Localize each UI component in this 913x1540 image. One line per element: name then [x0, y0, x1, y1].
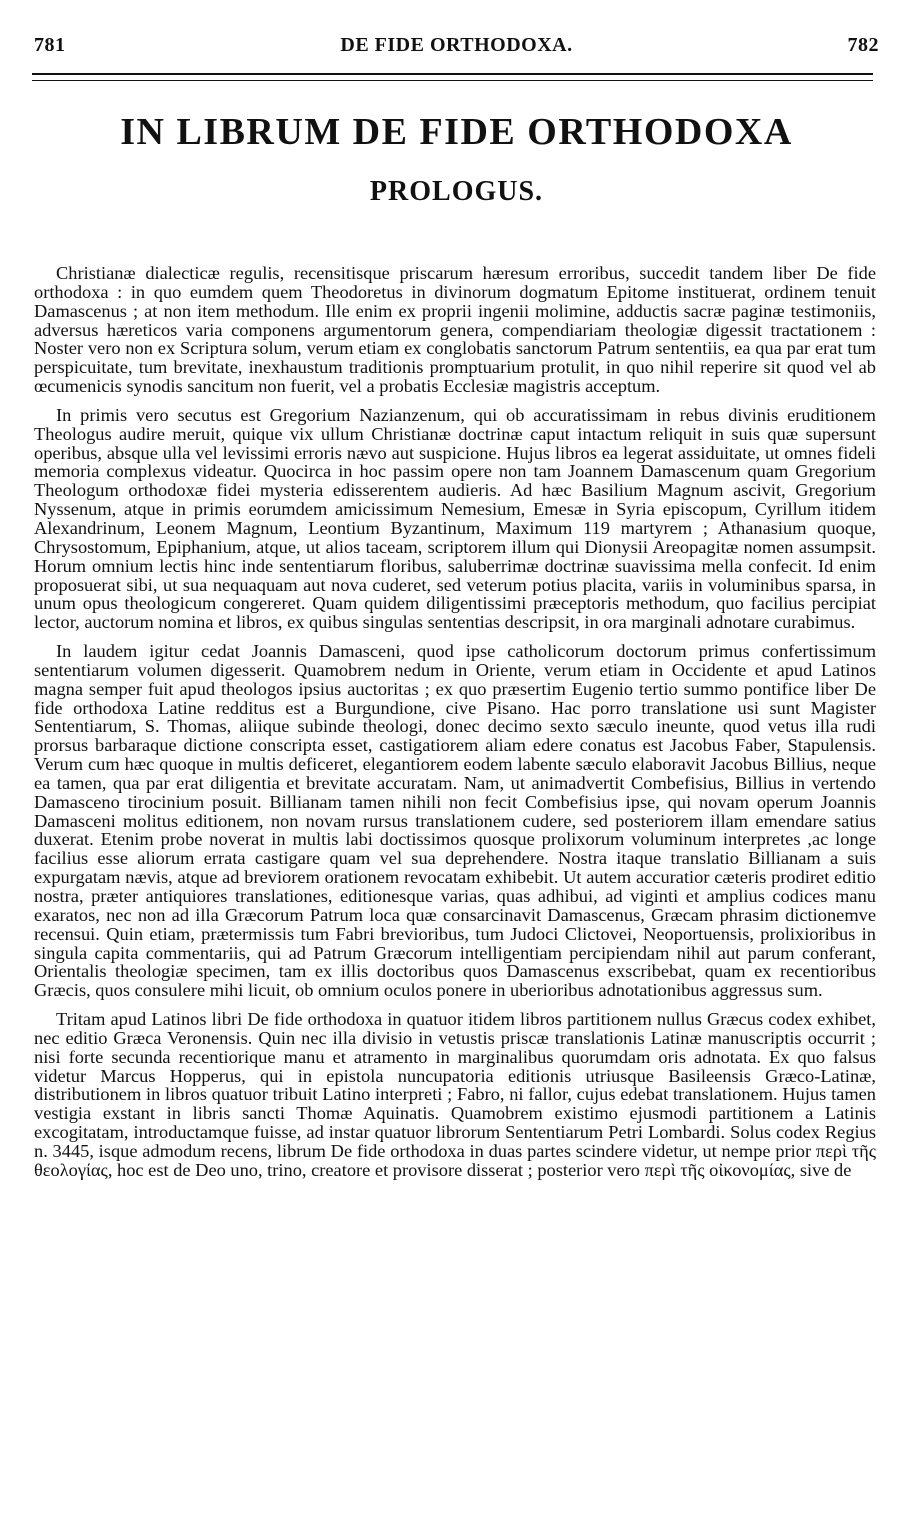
paragraph: Tritam apud Latinos libri De fide orthodoxa in quatuor itidem libros partitionem nullus Græcus codex exhibet, nec editio Græca Veronensis. Quin nec illa divisio in vetustis priscæ translationis Latinæ manuscriptis occurrit ; nisi forte secunda recentiorique manu et atramento in marginalibus quorumdam oris adnotata. Ex quo falsus videtur Marcus Hopperus, qui in epistola nuncupatoria editionis utriusque Basileensis Græco-Latinæ, distributionem in libros quatuor tribuit Latino interpreti ; Fabro, ni fallor, cujus edebat translationem. Hujus tamen vestigia exstant in libris sancti Thomæ Aquinatis. Quamobrem existimo ejusmodi partitionem a Latinis excogitatam, introductamque fuisse, ad instar quatuor librorum Sententiarum Petri Lombardi. Solus codex Regius n. 3445, isque admodum recens, librum De fide orthodoxa in duas partes scindere videtur, ut nempe prior περὶ τῆς θεολογίας, hoc est de Deo uno, trino, creatore et provisore disserat ; posterior vero περὶ τῆς οἰκονομίας, sive de	[34, 1009, 876, 1180]
page-subtitle: PROLOGUS.	[369, 176, 544, 207]
paragraph: Christianæ dialecticæ regulis, recensitisque priscarum hæresum erroribus, succedit tandem liber De fide orthodoxa : in quo eumdem quem Theodoretus in divinorum dogmatum Epitome instituerat, ordinem tenuit Damascenus ; at non item methodum. Ille enim ex proprii ingenii molimine, adductis sacræ paginæ testimoniis, adversus hæreticos varia componens argumentorum genera, compendiariam theologiæ digessit tractationem : Noster vero non ex Scriptura solum, verum etiam ex conglobatis sanctorum Patrum sententiis, ea qua par erat tum perspicuitate, tum brevitate, inexhaustum traditionis promptuarium protulit, in quo nihil reperire sit quod vel ab œcumenicis synodis sancitum non fuerit, vel a probatis Ecclesiæ magistris acceptum.	[34, 263, 876, 397]
page-number-left: 781	[34, 34, 66, 56]
header-rule-thin	[32, 80, 873, 81]
header-rule-thick	[32, 73, 873, 75]
page-title: IN LIBRUM DE FIDE ORTHODOXA	[120, 111, 793, 153]
paragraph: In primis vero secutus est Gregorium Nazianzenum, qui ob accuratissimam in rebus divinis eruditionem Theologus audire meruit, quique vix ullum Christianæ doctrinæ caput intactum reliquit in suis quæ supersunt operibus, absque ulla vel levissimi erroris nævo aut suspicione. Hujus libros ea legerat assiduitate, ut omnes fideli memoria complexus videatur. Quocirca in hoc passim opere non tam Joannem Damascenum quam Gregorium Theologum orthodoxæ fidei mysteria edisserentem audieris. Ad hæc Basilium Magnum ascivit, Gregorium Nyssenum, atque in primis eorumdem amicissimum Nemesium, Emesæ in Syria episcopum, Cyrillum itidem Alexandrinum, Leonem Magnum, Leontium Byzantinum, Maximum 119 martyrem ; Athanasium quoque, Chrysostomum, Epiphanium, atque, ut alios taceam, scriptorem illum qui Dionysii Areopagitæ nomen assumpsit. Horum omnium lectis hinc inde sententiarum floribus, saluberrimæ doctrinæ suavissima mella confecit. Id enim proposuerat sibi, ut sua nequaquam aut nova cuderet, sed veterum potius placita, variis in voluminibus sparsa, in unum opus theologicum congereret. Quam quidem diligentissimi præceptoris methodum, quo facilius percipiat lector, auctorum nomina et libros, ex quibus singulas sententias descripsit, in ora marginali adnotare curabimus.	[34, 404, 876, 633]
running-header	[34, 34, 879, 58]
running-title: DE FIDE ORTHODOXA.	[340, 34, 573, 56]
page-number-right: 782	[847, 34, 879, 56]
paragraph: In laudem igitur cedat Joannis Damasceni, quod ipse catholicorum doctorum primus confertissimum sententiarum volumen digesserit. Quamobrem nedum in Oriente, verum etiam in Occidente et apud Latinos magna semper fuit apud theologos ipsius auctoritas ; ex quo præsertim Eugenio tertio summo pontifice liber De fide orthodoxa Latine redditus est a Burgundione, cive Pisano. Hac porro translatione usi sunt Magister Sententiarum, S. Thomas, aliique subinde theologi, donec decimo sexto sæculo ineunte, quod vetus illa rudi prorsus barbaraque dictione conscripta esset, castigatiorem aliam edere conatus est Jacobus Faber, Stapulensis. Verum cum hæc quoque in multis deficeret, elegantiorem eodem labente sæculo elaboravit Jacobus Billius, neque ea tamen, qua par erat diligentia et brevitate accuratam. Nam, ut animadvertit Combefisius, Billius in vertendo Damasceno tirocinium posuit. Billianam tamen nihili non fecit Combefisius ipse, qui novam operum Joannis Damasceni molitus editionem, non novam rursus translationem cudere, sed posteriorem illam emendare satius duxerat. Etenim probe noverat in multis labi doctissimos quosque prolixorum voluminum interpretes ,ac longe facilius esse aliorum errata castigare quam vel sua deprehendere. Nostra itaque translatio Billianam a suis expurgatam nævis, atque ad breviorem orationem revocatam exhibebit. Ut autem accuratior cæteris prodiret editio nostra, præter antiquiores translationes, editionesque varias, quas adhibui, ad viginti et amplius codices manu exaratos, nec non ad illa Græcorum Patrum loca quæ consarcinavit Damascenus, Græcam phrasim dictionemve recensui. Quin etiam, prætermissis tum Fabri brevioribus, tum Judoci Clictovei, Neoportuensis, prolixioribus in singula capita commentariis, qui ad Patrum Græcorum intelligentiam percipiendam nihil aut parum conferant, Orientalis theologiæ specimen, tam ex illis doctoribus quos Damascenus exscribebat, quam ex recentioribus Græcis, quos consulere mihi licuit, ob omnium oculos ponere in uberioribus adnotationibus aggressus sum.	[34, 641, 876, 1001]
body-text	[34, 264, 876, 1180]
